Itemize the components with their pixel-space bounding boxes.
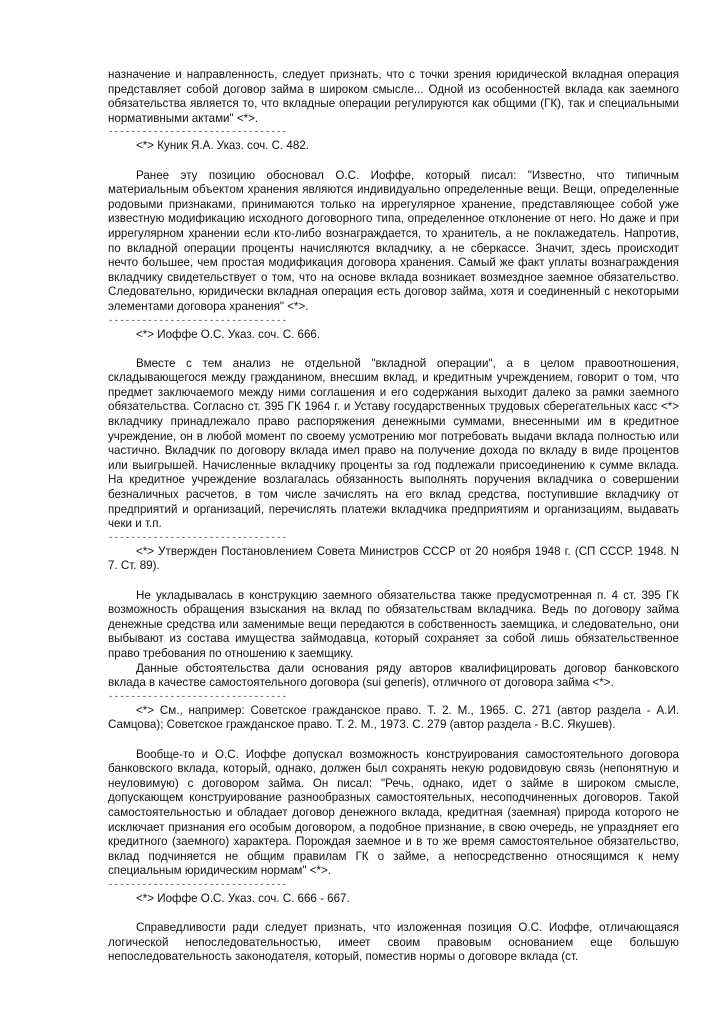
footnote: <*> Иоффе О.С. Указ. соч. С. 666 - 667. [136,891,350,905]
paragraph: Ранее эту позицию обосновал О.С. Иоффе, который писал: "Известно, что типичным материальным объектом хранения являются индивидуально определенные вещи. Вещи, определенные родовыми признаками, принимаются только на иррегулярное хранение, представляющее собой уже известную модификацию исходного договорного типа, определенное отклонение от него. Но даже и при иррегулярном хранении если кто-либо вознаграждается, то хранитель, а не поклажедатель. Напротив, по вкладной операции проценты начисляются вкладчику, а не сберкассе. Значит, здесь происходит нечто большее, чем простая модификация договора хранения. Самый же факт уплаты вознаграждения вкладчику свидетельствует о том, что на основе вклада возникает возмездное заемное обязательство. Следовательно, юридически вкладная операция есть договор займа, хотя и соединенный с некоторыми элементами договора хранения" <*>. [108,168,679,313]
footnote: <*> Утвержден Постановлением Совета Министров СССР от 20 ноября 1948 г. (СП СССР. 1948. N 7. Ст. 89). [108,544,679,573]
footnote: <*> Иоффе О.С. Указ. соч. С. 666. [136,327,321,341]
footnote-separator: -------------------------------- [108,879,288,890]
paragraph: Данные обстоятельства дали основания ряду авторов квалифицировать договор банковского вклада в качестве самостоятельного договора (sui generis), отличного от договора займа <*>. [108,661,679,690]
paragraph: Не укладывалась в конструкцию заемного обязательства также предусмотренная п. 4 ст. 395 ГК возможность обращения взыскания на вклад по обязательствам вкладчика. Ведь по договору займа денежные средства или заменимые вещи передаются в собственность заемщика, и следовательно, они выбывают из состава имущества займодавца, который сохраняет за собой лишь обязательственное право требования по отношению к заемщику. [108,588,679,660]
footnote: <*> Куник Я.А. Указ. соч. С. 482. [136,139,309,153]
paragraph: Справедливости ради следует признать, что изложенная позиция О.С. Иоффе, отличающаяся логической непоследовательностью, имеет своим правовым основанием еще большую непоследовательность законодателя, который, поместив нормы о договоре вклада (ст. [108,921,679,964]
footnote-separator: -------------------------------- [108,532,288,543]
paragraph: Вообще-то и О.С. Иоффе допускал возможность конструирования самостоятельного договора банковского вклада, который, однако, должен был сохранять некую родовидовую связь (непонятную и неуловимую) с договором займа. Он писал: "Речь, однако, идет о займе в широком смысле, допускающем конструирование разнообразных самостоятельных, несоподчиненных договоров. Такой самостоятельностью и обладает договор денежного вклада, кредитная (заемная) природа которого не исключает признания его особым договором, а подобное признание, в свою очередь, не упраздняет его кредитного (заемного) характера. Порождая заемное и в то же время самостоятельное обязательство, вклад подчиняется не общим правилам ГК о займе, а непосредственно относящимся к нему специальным юридическим нормам" <*>. [108,747,679,878]
footnote-separator: -------------------------------- [108,127,288,138]
paragraph: Вместе с тем анализ не отдельной "вкладной операции", а в целом правоотношения, складывающегося между гражданином, внесшим вклад, и кредитным учреждением, говорит о том, что предмет заключаемого между ними соглашения и его содержания выходит далеко за рамки заемного обязательства. Согласно ст. 395 ГК 1964 г. и Уставу государственных трудовых сберегательных касс <*> вкладчику принадлежало право распоряжения денежными суммами, внесенными им в кредитное учреждение, он в любой момент по своему усмотрению мог потребовать выдачи вклада полностью или частично. Вкладчик по договору вклада имел право на получение дохода по вкладу в виде процентов или выигрышей. Начисленные вкладчику проценты за год подлежали присоединению к сумме вклада. На кредитное учреждение возлагалась обязанность выполнять поручения вкладчика о совершении безналичных расчетов, в том числе зачислять на его вклад средства, поступившие вкладчику от предприятий и организаций, перечислять платежи вкладчика предприятиям и организациям, выдавать чеки и т.п. [108,356,679,531]
document-page [108,68,679,965]
footnote-separator: -------------------------------- [108,691,288,702]
footnote-separator: -------------------------------- [108,315,288,326]
paragraph-continuation: назначение и направленность, следует признать, что с точки зрения юридической вкладная операция представляет собой договор займа в широком смысле... Одной из особенностей вклада как заемного обязательства является то, что вкладные операции регулируются как общими (ГК), так и специальными нормативными актами" <*>. [108,68,679,125]
footnote: <*> См., например: Советское гражданское право. Т. 2. М., 1965. С. 271 (автор раздела - А.И. Самцова); Советское гражданское право. Т. 2. М., 1973. С. 279 (автор раздела - В.С. Якушев). [108,703,679,732]
